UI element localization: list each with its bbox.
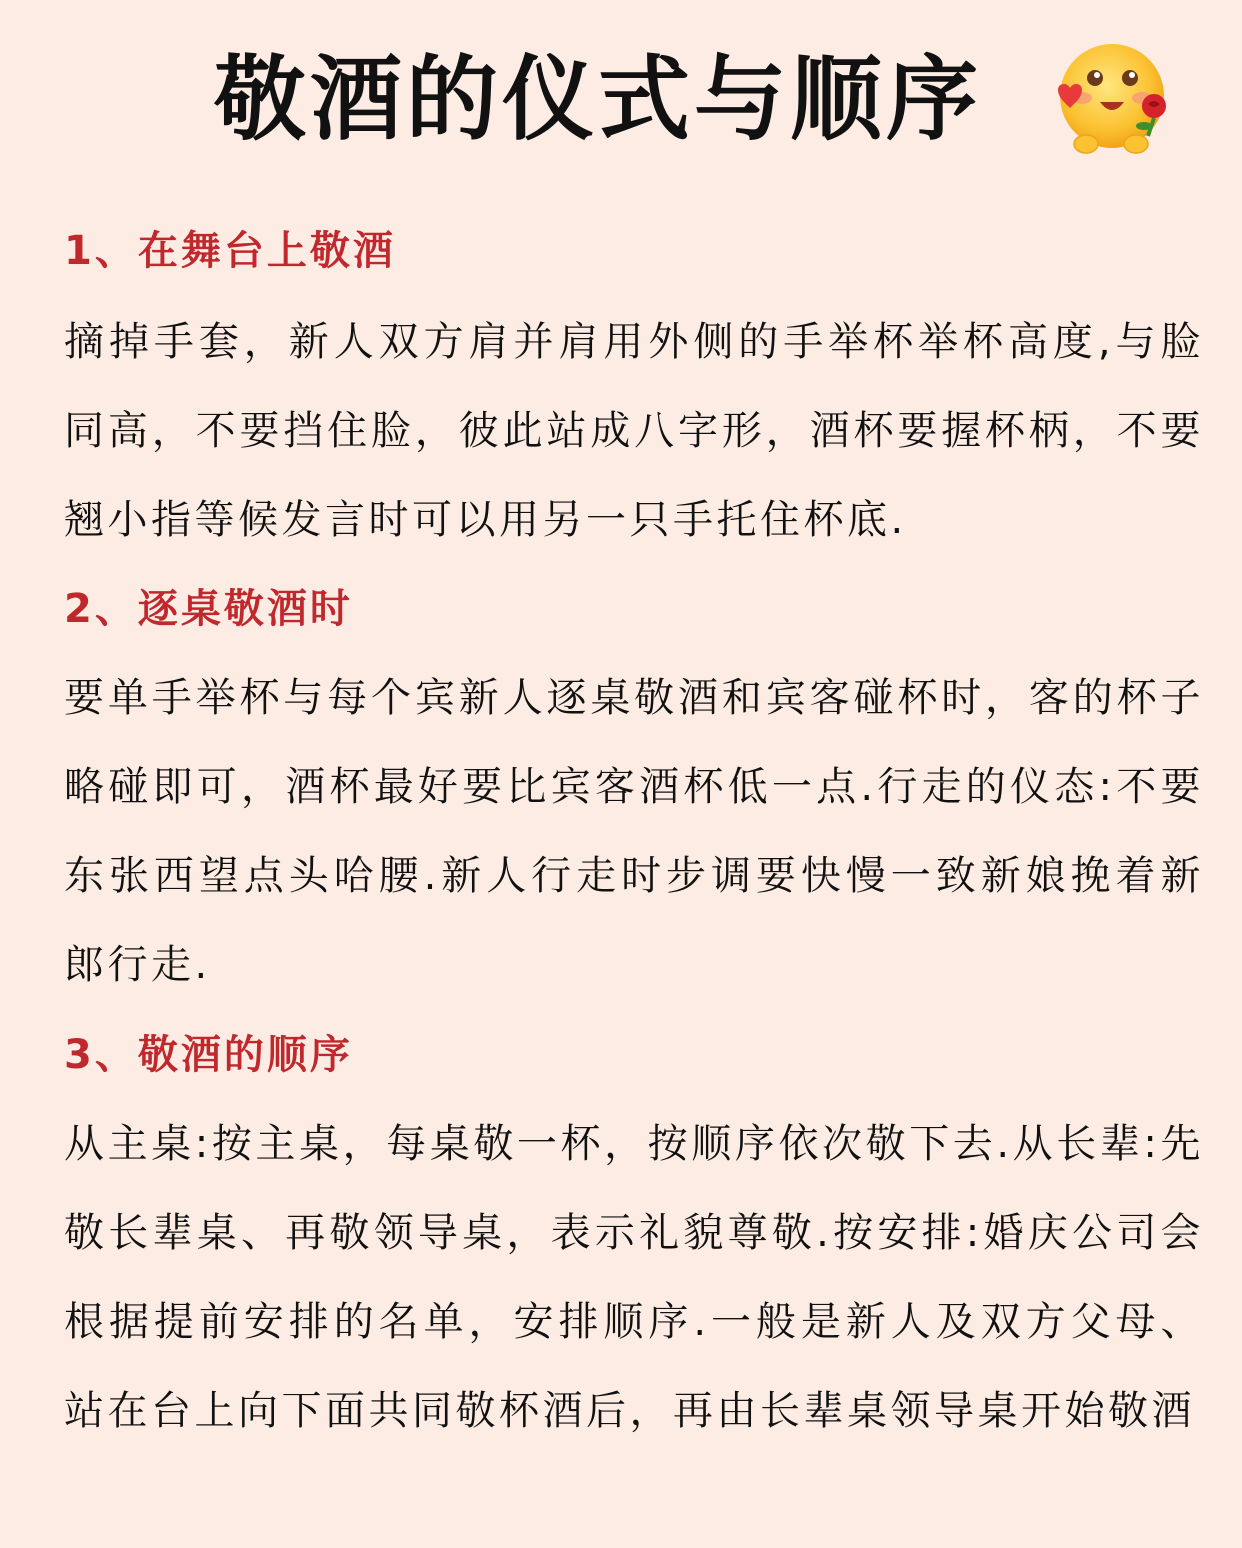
page-title: 敬酒的仪式与顺序 bbox=[214, 46, 983, 153]
title-row bbox=[0, 40, 1242, 170]
section-body-toast-order: 从主桌:按主桌，每桌敬一杯，按顺序依次敬下去.从长辈:先敬长辈桌、再敬领导桌，表示礼貌尊敬.按安排:婚庆公司会根据提前安排的名单，安排顺序.一般是新人及双方父母、站在台上向下面共同敬杯酒后，再由长辈桌领导桌开始敬酒 bbox=[64, 1121, 1204, 1434]
section-heading-table-toast: 2、逐桌敬酒时 bbox=[64, 586, 353, 632]
section-heading-stage-toast: 1、在舞台上敬酒 bbox=[64, 228, 396, 274]
section-heading-toast-order: 3、敬酒的顺序 bbox=[64, 1032, 353, 1078]
blushing-face-with-rose-icon bbox=[1050, 40, 1180, 160]
section-body-stage-toast: 摘掉手套，新人双方肩并肩用外侧的手举杯举杯高度,与脸同高，不要挡住脸，彼此站成八字形，酒杯要握杯柄，不要翘小指等候发言时可以用另一只手托住杯底. bbox=[64, 319, 1204, 543]
section-body-table-toast: 要单手举杯与每个宾新人逐桌敬酒和宾客碰杯时，客的杯子略碰即可，酒杯最好要比宾客酒杯低一点.行走的仪态:不要东张西望点头哈腰.新人行走时步调要快慢一致新娘挽着新郎行走. bbox=[64, 675, 1204, 988]
